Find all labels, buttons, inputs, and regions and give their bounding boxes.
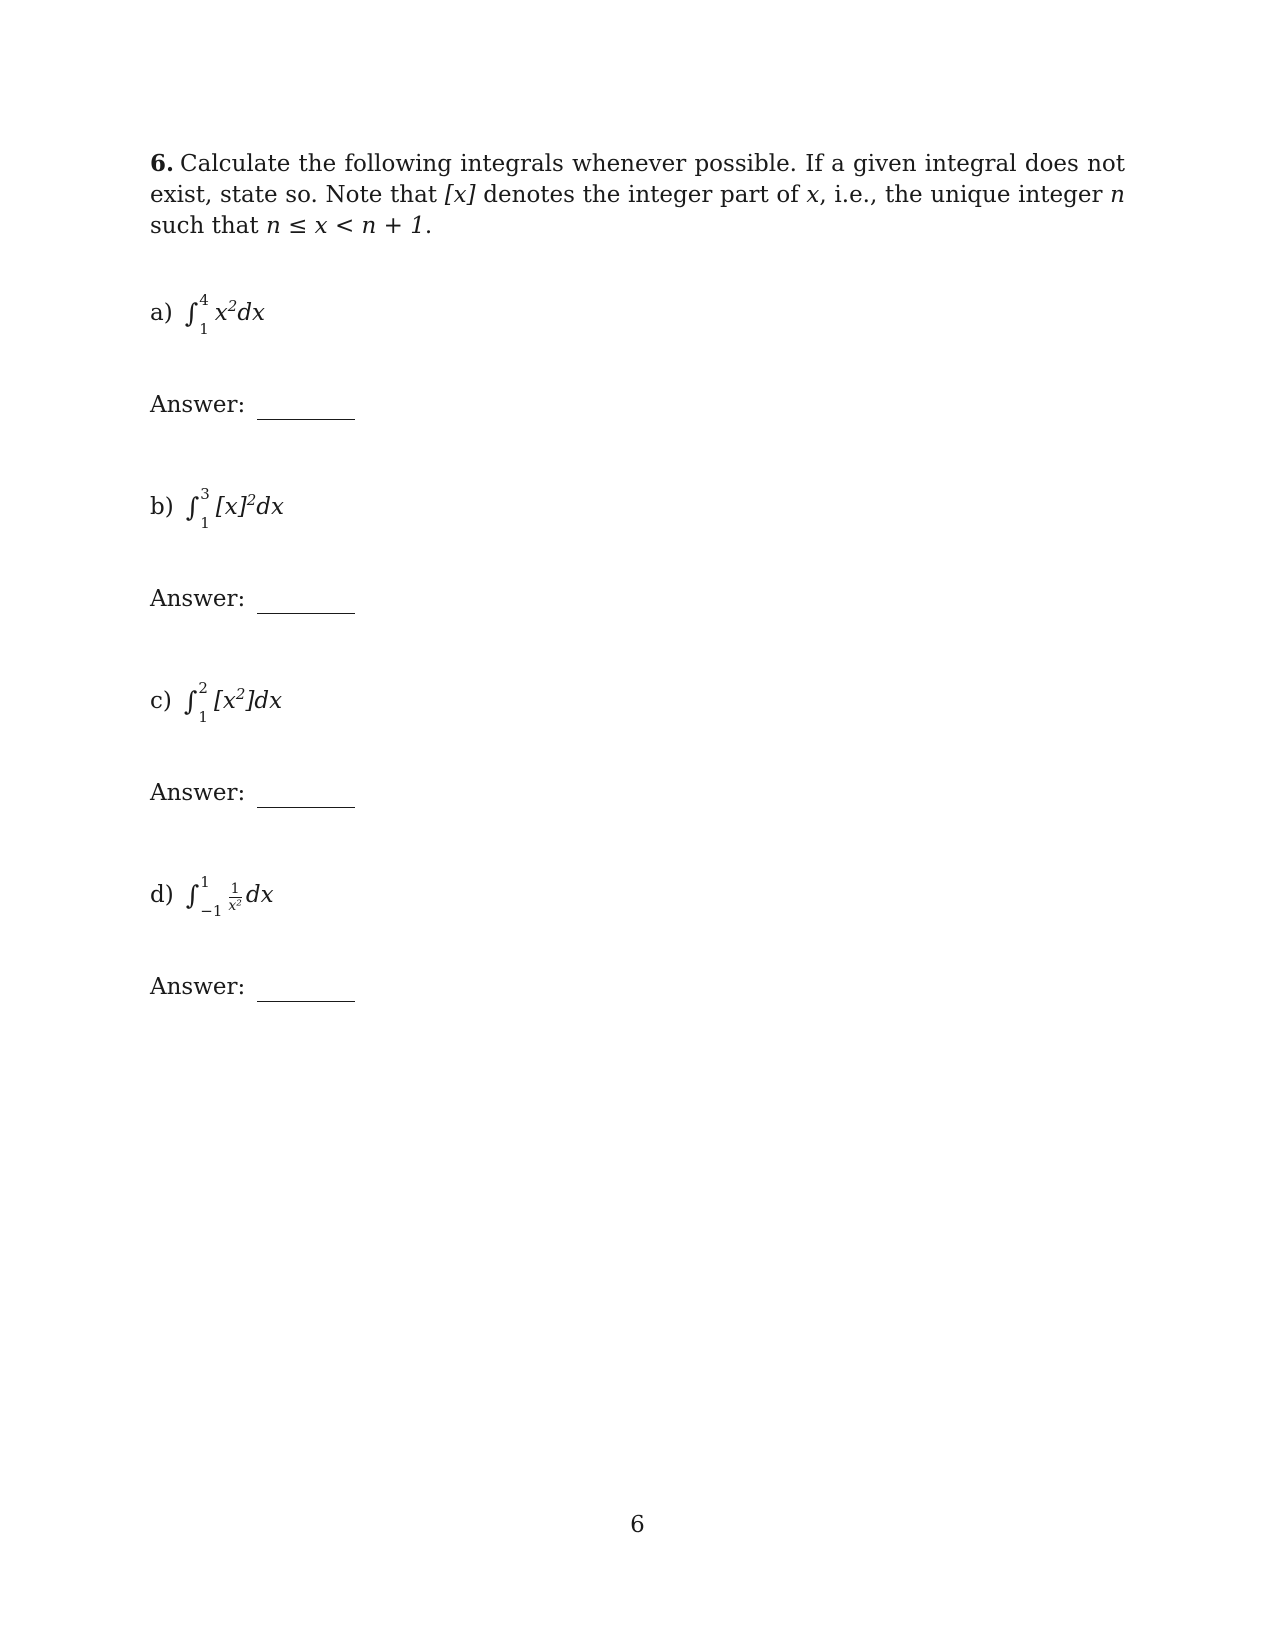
integral-limits: [199, 291, 209, 338]
lower-limit: −1: [200, 902, 223, 920]
part-d-label: d): [150, 882, 174, 908]
part-c-label: c): [150, 688, 172, 714]
integral-sign: ∫: [183, 687, 198, 717]
integrand-differential: dx: [256, 494, 284, 520]
integrand: [216, 492, 284, 522]
problem-text-5: .: [424, 213, 433, 239]
integrand-open: [x: [213, 688, 236, 714]
problem-text-3: , i.e., the unique integer: [819, 182, 1111, 208]
integrand-exponent: 2: [227, 297, 238, 315]
problem-var-n: n: [1110, 182, 1125, 208]
integrand-differential: dx: [237, 300, 266, 326]
lower-limit: 1: [200, 514, 210, 532]
answer-c: [150, 778, 355, 808]
answer-label: Answer:: [150, 586, 246, 612]
integrand-differential: dx: [245, 882, 274, 908]
integral-sign: ∫: [185, 881, 200, 911]
upper-limit: 3: [200, 485, 210, 503]
integrand-fraction: [228, 882, 242, 913]
part-b-integral: [185, 485, 284, 532]
integral-limits: [200, 873, 223, 920]
problem-text-4: such that: [150, 213, 266, 239]
problem-var-x: x: [806, 182, 820, 208]
part-c-integral: [183, 679, 283, 726]
answer-label: Answer:: [150, 780, 246, 806]
integrand-base: x: [214, 300, 228, 326]
part-b-label: b): [150, 494, 174, 520]
upper-limit: 4: [199, 291, 209, 309]
part-c: [150, 679, 283, 726]
part-a: [150, 291, 266, 338]
integral-limits: [198, 679, 208, 726]
part-b: [150, 485, 284, 532]
answer-b: [150, 584, 355, 614]
answer-label: Answer:: [150, 974, 246, 1000]
lower-limit: 1: [199, 320, 209, 338]
answer-label: Answer:: [150, 392, 246, 418]
answer-a: [150, 390, 355, 420]
integral-sign: ∫: [184, 299, 199, 329]
problem-bracket-x: [x]: [444, 182, 476, 208]
integral-limits: [200, 485, 210, 532]
problem-inequality: n ≤ x < n + 1: [265, 213, 425, 239]
part-a-label: a): [150, 300, 173, 326]
answer-c-blank[interactable]: [257, 785, 355, 808]
problem-number: 6.: [150, 150, 175, 177]
problem-text-2: denotes the integer part of: [475, 182, 807, 208]
problem-text-1: Calculate the following integrals whenever possible. If a given integral does not exist, state so. Note that: [150, 151, 1125, 208]
part-d: [150, 873, 274, 920]
problem-statement: [150, 148, 1125, 242]
page-number: 6: [630, 1512, 645, 1538]
integrand-close: ]dx: [245, 688, 283, 714]
integrand-exponent: 2: [235, 685, 246, 703]
upper-limit: 1: [200, 873, 210, 891]
integrand-exponent: 2: [246, 491, 257, 509]
answer-a-blank[interactable]: [257, 397, 355, 420]
fraction-denominator: x²: [228, 897, 242, 914]
upper-limit: 2: [198, 679, 208, 697]
answer-d-blank[interactable]: [257, 979, 355, 1002]
lower-limit: 1: [198, 708, 208, 726]
answer-d: [150, 972, 355, 1002]
integrand-base: [x]: [215, 494, 247, 520]
integrand: [215, 298, 265, 328]
part-d-integral: [185, 873, 274, 920]
part-a-integral: [184, 291, 266, 338]
fraction-numerator: 1: [230, 880, 240, 897]
integral-sign: ∫: [185, 493, 200, 523]
integrand: [214, 686, 282, 716]
answer-b-blank[interactable]: [257, 591, 355, 614]
